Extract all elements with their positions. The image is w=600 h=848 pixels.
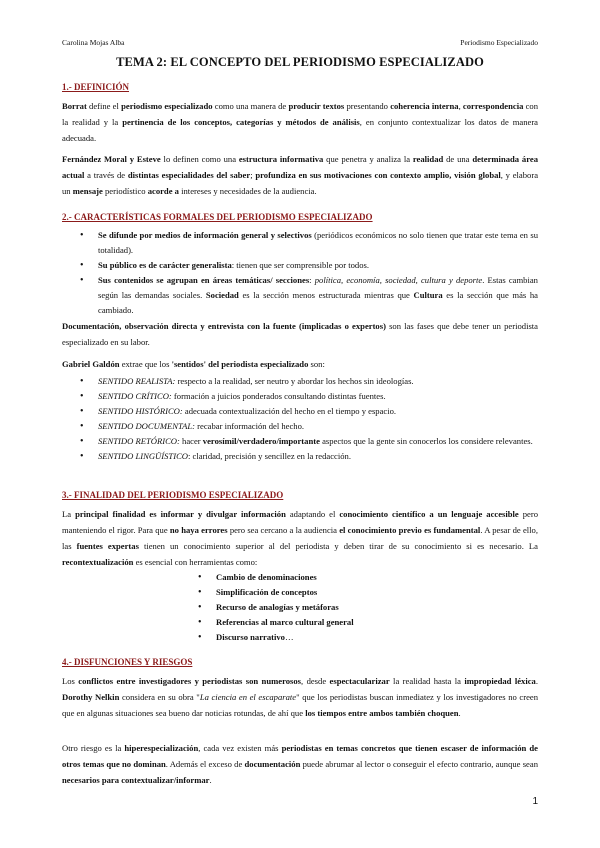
list-item: • Cambio de denominaciones — [198, 570, 538, 585]
paragraph-galdon: Gabriel Galdón extrae que los 'sentidos' del periodista especializado son: — [62, 359, 325, 369]
section-heading-disfunciones: 4.- DISFUNCIONES Y RIESGOS — [62, 657, 193, 667]
paragraph-conflictos: Los conflictos entre investigadores y periodistas son numerosos, desde espectacularizar la realidad hasta la impropiedad léxica. Dorothy Nelkin considera en su obra "La ciencia en el escaparate" que los periodistas buscan inmediatez y los investigadores no creen que en algunas situaciones sea bueno dar noticias rotundas, de ahí que los tiempos entre ambos también choquen. — [62, 676, 539, 718]
list-item: • SENTIDO RETÓRICO: hacer verosímil/verdadero/importante aspectos que la gente sin conocerlos los considere relevantes. — [80, 434, 538, 449]
section-heading-definicion: 1.- DEFINICIÓN — [62, 82, 130, 92]
list-item: • Sus contenidos se agrupan en áreas temáticas/ secciones: política, economía, sociedad, cultura y deporte. Estas cambian según las demandas sociales. Sociedad es la sección menos estructurada mientras que Cultura es la sección que más ha cambiado. — [80, 273, 538, 318]
list-item: • Referencias al marco cultural general — [198, 615, 538, 630]
list-item: • Su público es de carácter generalista: tienen que ser comprensible por todos. — [80, 258, 538, 273]
paragraph-hiperespecializacion: Otro riesgo es la hiperespecialización, cada vez existen más periodistas en temas concretos que tienen escaser de información de otros temas que no dominan. Además el exceso de documentación puede abrumar al lector o conseguir el efecto contrario, aunque sean necesarios para contextualizar/informar. — [62, 743, 538, 785]
list-item: • SENTIDO LINGÜÍSTICO: claridad, precisión y sencillez en la redacción. — [80, 449, 538, 464]
list-item: • SENTIDO HISTÓRICO: adecuada contextualización del hecho en el tiempo y espacio. — [80, 404, 538, 419]
list-item: • Simplificación de conceptos — [198, 585, 538, 600]
tools-list — [198, 570, 538, 645]
list-item: • Se difunde por medios de información general y selectivos (periódicos económicos no solo tienen que tratar este tema en su totalidad). — [80, 228, 538, 258]
list-item: • Discurso narrativo… — [198, 630, 538, 645]
sentidos-list — [80, 374, 538, 464]
section-heading-caracteristicas: 2.- CARACTERÍSTICAS FORMALES DEL PERIODISMO ESPECIALIZADO — [62, 212, 373, 222]
list-item: • Recurso de analogías y metáforas — [198, 600, 538, 615]
paragraph-borrat: Borrat define el periodismo especializado como una manera de producir textos presentando coherencia interna, correspondencia con la realidad y la pertinencia de los conceptos, categorías y métodos de análisis, en conjunto contextualizar los datos de manera adecuada. — [62, 101, 539, 143]
section-heading-finalidad: 3.- FINALIDAD DEL PERIODISMO ESPECIALIZADO — [62, 490, 284, 500]
characteristics-list — [80, 228, 538, 318]
page-number: 1 — [532, 796, 538, 807]
list-item: • SENTIDO REALISTA: respecto a la realidad, ser neutro y abordar los hechos sin ideologías. — [80, 374, 538, 389]
paragraph-finalidad: La principal finalidad es informar y divulgar información adaptando el conocimiento científico a un lenguaje accesible pero manteniendo el rigor. Para que no haya errores pero sea cercano a la audiencia el conocimiento previo es fundamental. A pesar de ello, las fuentes expertas tienen un conocimiento superior al del periodista y deben tirar de su conocimiento si es necesario. La recontextualización es esencial con herramientas como: — [62, 509, 539, 567]
list-item: • SENTIDO DOCUMENTAL: recabar información del hecho. — [80, 419, 538, 434]
list-item: • SENTIDO CRÍTICO: formación a juicios ponderados consultando distintas fuentes. — [80, 389, 538, 404]
page-title: TEMA 2: EL CONCEPTO DEL PERIODISMO ESPECIALIZADO — [116, 55, 484, 69]
header-author: Carolina Mojas Alba — [62, 38, 125, 47]
paragraph-fernandez: Fernández Moral y Esteve lo definen como una estructura informativa que penetra y analiza la realidad de una determinada área actual a través de distintas especialidades del saber; profundiza en sus motivaciones con contexto amplio, visión global, y elabora un mensaje periodístico acorde a intereses y necesidades de la audiencia. — [62, 154, 539, 196]
header-subject: Periodismo Especializado — [460, 38, 538, 47]
paragraph-fases: Documentación, observación directa y entrevista con la fuente (implicadas o expertos) son las fases que debe tener un periodista especializado en su labor. — [62, 321, 538, 347]
